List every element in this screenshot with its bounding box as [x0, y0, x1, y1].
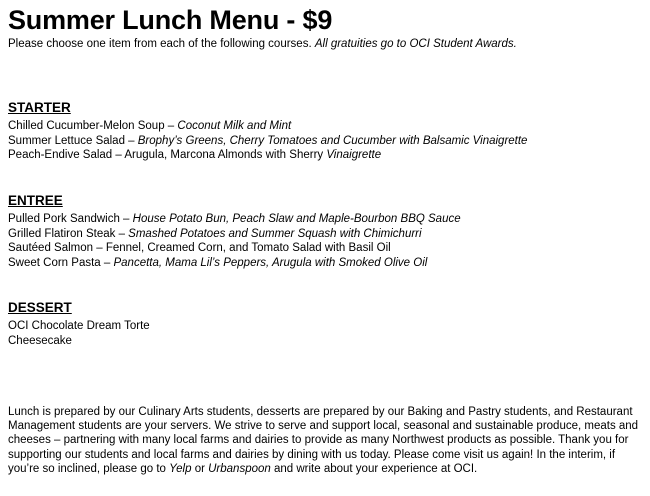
menu-item [8, 119, 644, 134]
dessert-section [8, 300, 644, 348]
menu-item [8, 256, 644, 271]
footer-closing: and write about your experience at OCI. [270, 462, 478, 475]
menu-item [8, 319, 644, 334]
intro-instruction: Please choose one item from each of the following courses. [8, 38, 315, 50]
item-name: OCI Chocolate Dream Torte [8, 320, 150, 332]
footer-conjunction: or [191, 462, 209, 475]
item-name: Cheesecake [8, 334, 72, 347]
menu-item [8, 134, 644, 149]
menu-item [8, 227, 644, 242]
entree-section [8, 193, 644, 270]
starter-section [8, 100, 644, 163]
yelp-reference: Yelp [169, 462, 192, 475]
menu-page [8, 4, 644, 475]
item-description: House Potato Bun, Peach Slaw and Maple-Bourbon BBQ Sauce [132, 213, 461, 225]
item-description: Brophy’s Greens, Cherry Tomatoes and Cucumber with Balsamic Vinaigrette [137, 134, 528, 147]
item-name: Pulled Pork Sandwich – [8, 213, 133, 225]
item-name: Summer Lettuce Salad – [8, 134, 138, 147]
footer-text: Lunch is prepared by our Culinary Arts students, desserts are prepared by our Baking and Pastry students, and Restaurant Management students are your servers. We strive to serve and support local, seasonal and sustainable produce, meats and cheeses – partnering with many local farms and dairies to provide as many Northwest products as possible. Thank you for supporting our students and local farms and dairies by dining with us today. Please come visit us again! In the interim, if you’re so inclined, please go to [8, 406, 639, 475]
urbanspoon-reference: Urbanspoon [208, 462, 271, 475]
dessert-heading: DESSERT [8, 300, 72, 315]
entree-heading: ENTREE [8, 193, 63, 208]
item-name: Peach-Endive Salad – Arugula, Marcona Almonds with Sherry [8, 149, 327, 161]
item-description: Coconut Milk and Mint [177, 120, 292, 132]
intro-gratuity-note: All gratuities go to OCI Student Awards. [314, 38, 517, 50]
item-name: Sweet Corn Pasta – [8, 256, 114, 269]
starter-heading: STARTER [8, 100, 71, 115]
footer-paragraph [8, 405, 642, 476]
item-name: Sautéed Salmon – Fennel, Creamed Corn, and Tomato Salad with Basil Oil [8, 242, 391, 254]
menu-item [8, 334, 644, 349]
item-name: Grilled Flatiron Steak – [8, 227, 129, 240]
page-title: Summer Lunch Menu - $9 [8, 5, 333, 35]
item-description: Pancetta, Mama Lil’s Peppers, Arugula with Smoked Olive Oil [113, 256, 428, 269]
menu-item [8, 212, 644, 227]
intro-text [8, 37, 644, 51]
menu-item [8, 241, 644, 256]
item-description: Smashed Potatoes and Summer Squash with Chimichurri [128, 227, 422, 240]
item-name: Chilled Cucumber-Melon Soup – [8, 120, 178, 132]
menu-item [8, 148, 644, 163]
item-description: Vinaigrette [326, 149, 382, 161]
